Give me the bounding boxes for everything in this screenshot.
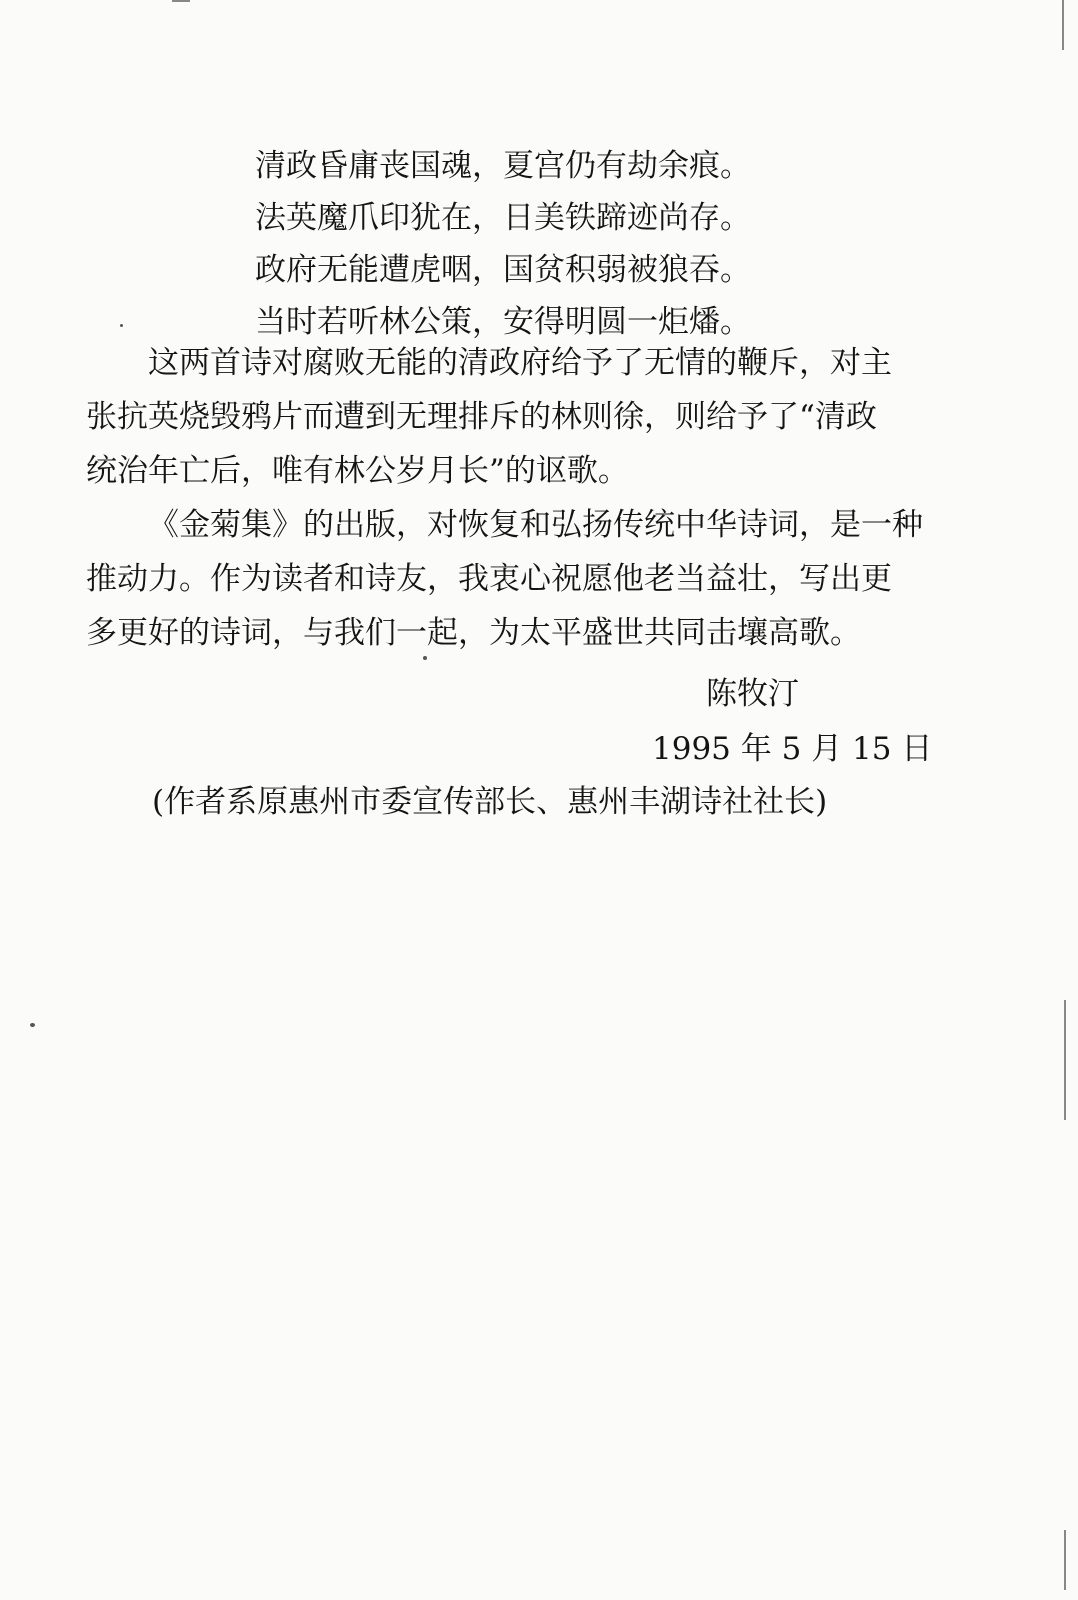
scan-speck bbox=[120, 324, 123, 327]
poem-line: 法英魔爪印犹在，日美铁蹄迹尚存。 bbox=[255, 200, 751, 236]
scan-speck bbox=[30, 1023, 35, 1027]
author-note: (作者系原惠州市委宣传部长、惠州丰湖诗社社长) bbox=[152, 784, 828, 820]
paragraph-line: 推动力。作为读者和诗友，我衷心祝愿他老当益壮，写出更 bbox=[86, 561, 892, 597]
scan-edge-mark bbox=[1064, 1000, 1066, 1120]
scan-edge-mark bbox=[172, 0, 190, 2]
poem-line: 清政昏庸丧国魂，夏宫仍有劫余痕。 bbox=[255, 148, 751, 184]
paragraph-closing bbox=[86, 498, 956, 660]
poem-block bbox=[255, 140, 815, 348]
author-signature: 陈牧汀 bbox=[706, 676, 799, 712]
paragraph-line: 多更好的诗词，与我们一起，为太平盛世共同击壤高歌。 bbox=[86, 615, 861, 651]
paragraph-line: 《金菊集》的出版，对恢复和弘扬传统中华诗词，是一种 bbox=[148, 507, 923, 543]
paragraph-line: 统治年亡后，唯有林公岁月长”的讴歌。 bbox=[86, 453, 629, 489]
poem-line: 当时若听林公策，安得明圆一炬燔。 bbox=[255, 304, 751, 340]
scan-edge-mark bbox=[1062, 0, 1064, 50]
scan-edge-mark bbox=[1064, 1530, 1066, 1590]
poem-line: 政府无能遭虎咽，国贫积弱被狼吞。 bbox=[255, 252, 751, 288]
body-text bbox=[86, 336, 956, 660]
paragraph-line: 这两首诗对腐败无能的清政府给予了无情的鞭斥，对主 bbox=[148, 345, 892, 381]
signature-date: 1995 年 5 月 15 日 bbox=[652, 731, 933, 767]
paragraph-commentary bbox=[86, 336, 956, 498]
scan-speck bbox=[423, 656, 427, 660]
paragraph-line: 张抗英烧毁鸦片而遭到无理排斥的林则徐，则给予了“清政 bbox=[86, 399, 877, 435]
